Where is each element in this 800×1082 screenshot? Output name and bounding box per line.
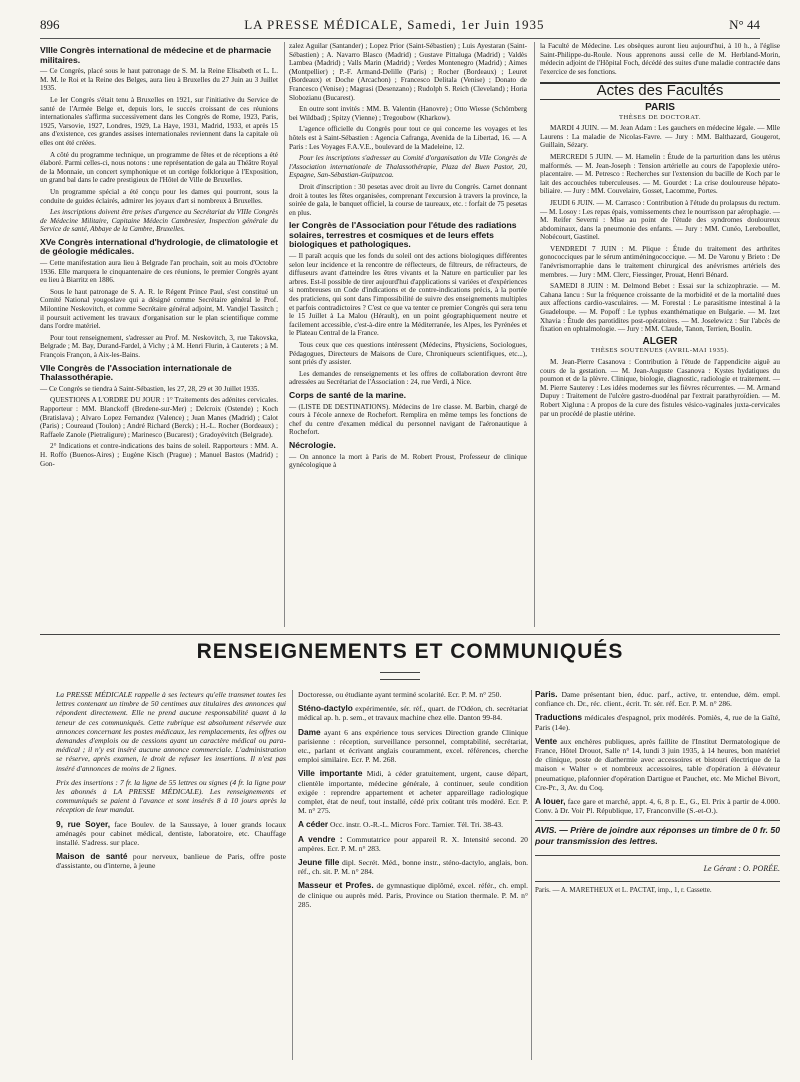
classified-ad xyxy=(535,737,780,792)
ad-lead: A céder xyxy=(298,819,329,830)
paragraph: Les inscriptions doivent être prises d'urgence au Secrétariat du VIIIe Congrès de Médecine Militaire, Capitaine Médecin Cambresier, Inspection générale du Service de santé, Abbaye de la Cambre, Bruxelles. xyxy=(40,208,278,234)
paragraph: — Cette manifestation aura lieu à Belgrade l'an prochain, soit au mois d'Octobre 1936. Elle marquera le cinquantenaire de ces réunions, le premier Congrès ayant eu lieu à Biarritz en 1886. xyxy=(40,259,278,285)
paragraph: — Ce Congrès se tiendra à Saint-Sébastien, les 27, 28, 29 et 30 Juillet 1935. xyxy=(40,384,260,393)
classified-ad xyxy=(535,690,780,708)
paragraph: Sous le haut patronage de S. A. R. le Régent Prince Paul, s'est constitué un Comité National yougoslave qui a désigné comme Secrétaire général le Prof. Milontine Neskovitch, et comme Secrétaire général adjoint, M. Vandjel Tassitch ; il poursuit activement les travaux d'organisation sur le plan scientifique comme dans l'ordre matériel. xyxy=(40,287,278,331)
thesis-entry: MERCREDI 5 JUIN. — M. Hamelin : Étude de la parturition dans les utérus malformés. — M. Jean-Joseph : Tension artérielle au cours de l'apoplexie utéro-placentaire. — M. Petresco : Recherches sur l'extension du bacille de Koch par le lait des accouchées tuberculeuses. — M. Gourdet : La crise douloureuse hépato-biliaire. — Jury : MM. Couvelaire, Gosset, Lacomme, Portes. xyxy=(540,152,780,196)
column-2 xyxy=(289,42,527,473)
ad-text: expérimentée, sér. réf., quart. de l'Odéon, ch. secrétariat médical ap. h. p. sem., et travaux machine chez elle. Danton 99-84. xyxy=(298,704,528,723)
ad-lead: Dame xyxy=(298,726,321,737)
paragraph: — (LISTE DE DESTINATIONS). Médecins de 1re classe. M. Barbin, chargé de cours à l'école annexe de Rochefort. Remplira en même temps les fonctions de chef du centre d'examen médical du personnel navigant de l'aéronautique à Rochefort. xyxy=(289,402,527,437)
congress-military-title: VIIIe Congrès international de médecine et de pharmacie militaires. xyxy=(40,45,272,65)
journal-title: LA PRESSE MÉDICALE, Samedi, 1er Juin 1935 xyxy=(244,17,545,32)
ad-lead: Ville importante xyxy=(298,768,363,779)
issue-number: N° 44 xyxy=(729,17,760,32)
ad-text: Midi, à céder gratuitement, urgent, cause départ, clientèle importante, médecine générale, à continuer, seule condition exigée : reprendre appartement et acheter appareillage radiologique complet, état de neuf, tout installé, cédé prix coûtant très modéré. Ecr. P. M. n° 275. xyxy=(298,769,529,816)
classified-ad xyxy=(298,728,528,765)
classified-ad xyxy=(535,797,780,815)
prices-paragraph: Prix des insertions : 7 fr. la ligne de 55 lettres ou signes (4 fr. la ligne pour les abonnés à LA PRESSE MÉDICALE). Les renseignements et communiqués se paient à l'avance et sont insérés 8 à 10 jours après la réception de leur mandat. xyxy=(56,777,286,815)
thesis-entry: MARDI 4 JUIN. — M. Jean Adam : Les gauchers en médecine légale. — Mlle Laurens : La maladie de Nicolas-Favre. — Jury : MM. Balthazard, Gougerot, Guillain, Sézary. xyxy=(540,124,780,150)
ad-lead: Vente xyxy=(535,735,558,746)
paragraph: Un programme spécial a été conçu pour les dames qui pourront, sous la conduite de guides éclairés, admirer les joyaux d'art si nombreux à Bruxelles. xyxy=(40,187,278,205)
thesis-entry: VENDREDI 7 JUIN : M. Plique : Étude du traitement des arthrites gonococciques par le sérum antiméningococcique. — M. De Varonu y Brieto : De l'anévrismorraphie dans le traitement chirurgical des anévrismes artériels des membres. — Jury : MM. Clerc, Fiessinger, Prouat, Henri Bénard. xyxy=(540,244,780,279)
ad-text: de gymnastique diplômé, excel. référ., ch. empl. de clinique ou auprès méd. Paris, Province ou Station thermale. P. M. n° 285. xyxy=(298,881,529,909)
column-rule xyxy=(531,690,532,1060)
ad-lead: 9, rue Soyer, xyxy=(56,818,111,829)
paragraph: 2° Indications et contre-indications des bains de soleil. Rapporteurs : MM. A. H. Roffo (Buenos-Aires) ; Eugène Kisch (Prague) ; Manuel Bastos (Madrid) ; Gon- xyxy=(40,442,278,468)
ad-text: Occ. instr. O.-R.-L. Micros Forc. Tarnier. Tél. Tri. 38-43. xyxy=(330,820,504,830)
ad-text: Dame présentant bien, éduc. parf., active, tr. entendue, dém. empl. confiance ch. Dr., réc. client., écrit. Tr. sér. réf. Ecr. P. M. n° 286. xyxy=(535,690,781,709)
necrology-title: Nécrologie. xyxy=(289,439,336,450)
news-section xyxy=(40,42,780,632)
alger-subheading: THÈSES SOUTENUES (AVRIL-MAI 1935). xyxy=(590,347,730,355)
ornament-divider xyxy=(380,672,420,680)
paragraph: Droit d'inscription : 30 pesetas avec droit au livre du Congrès. Carnet donnant droit à toutes les fêtes organisées, comprenant l'excursion à travers la province, la soirée de gala, le banquet officiel, la course de taureaux, etc. : forfait de 75 pesetas en plus. xyxy=(289,182,527,217)
classified-ad xyxy=(298,769,528,815)
classified-ad xyxy=(298,820,528,829)
classified-ad xyxy=(56,820,286,848)
column-1 xyxy=(40,42,278,471)
ad-lead: Paris. xyxy=(535,689,558,699)
paragraph: Le Ier Congrès s'était tenu à Bruxelles en 1921, sur l'initiative du Service de santé de l'Armée Belge et, depuis lors, le succès croissant de ces réunions internationales s'affirma successivement dans les Congrès de Rome, 1923, Paris, 1925, Varsovie, 1927, Londres, 1929, La Haye, 1931, Madrid, 1933, et après 15 ans d'existence, ces grandes assises internationales reviennent dans la capitale où elles ont été créées. xyxy=(40,95,278,147)
classified-ad xyxy=(535,713,780,731)
ad-text: pour nerveux, banlieue de Paris, offre poste d'assistante, ou d'interne, à jeune xyxy=(56,852,286,871)
ad-text: Doctoresse, ou étudiante ayant terminé scolarité. Ecr. P. M. n° 250. xyxy=(298,690,502,699)
paragraph: Pour les inscriptions s'adresser au Comité d'organisation du VIIe Congrès de l'Association internationale de Thalassothérapie, Plaza del Buen Pastor, 20, Espagne, San-Sébastian-Guipuzcoa. xyxy=(289,154,527,180)
paris-heading: PARIS xyxy=(645,101,675,113)
column-rule xyxy=(292,690,293,1060)
paragraph: En outre sont invités : MM. B. Valentin (Hanovre) ; Otto Wiesse (Schömberg bei Wildbad) ; Spitzy (Vienne) ; Tregoubow (Kharkow). xyxy=(289,105,527,122)
paragraph: QUESTIONS A L'ORDRE DU JOUR : 1° Traitements des adénites cervicales. Rapporteur : MM. Blanckoff (Bredene-sur-Mer) ; Delcroix (Ostende) ; Koch (Bratislava) ; Alvaro Lopez Fernandez (Valence) ; Juan Manes (Madrid) ; Calot (Paris) ; Coureaud (Toulon) ; André Richard (Berck) ; H.-L. Rocher (Bordeaux) ; Raffaele Zanole (Pietraligure) ; Marinesco (Bucarest) ; Gradoyévitch (Belgrade). xyxy=(40,396,278,439)
paragraph: — Ce Congrès, placé sous le haut patronage de S. M. la Reine Elisabeth et L. L. M. M. le Roi et la Reine des Belges, aura lieu à Bruxelles du 27 Juin au 3 Juillet 1935. xyxy=(40,67,278,93)
paragraph: Pour tout renseignement, s'adresser au Prof. M. Neskovitch, 3, rue Takovska, Belgrade ; M. Bay, Durand-Fardel, à Vichy ; à M. Henri Flurin, à Cauterets ; à M. François Françon, à Aix-les-Bains. xyxy=(40,333,278,359)
thesis-entry: M. Jean-Pierre Casanova : Contribution à l'étude de l'appendicite aiguë au cours de la gestation. — M. Jean-Auguste Casanova : Kystes hydatiques du poumon et de la plèvre. Clinique, biologie, diagnostic, radiologie et traitement. — M. Pierre Sauterey : Les idées modernes sur les fièvres récurrentes. — M. Armand Dupuy : Traitement de l'ulcère gastro-duodénal par l'extrait parathyroïdien. — M. Robert Xigluna : A propos de la cure des fistules vésico-vaginales juxta-cervicales par un procédé de plastie utérine. xyxy=(540,358,780,418)
ad-text: Commutatrice pour appareil R. X. Intensité second. 20 ampères. Ecr. P. M. n° 283. xyxy=(298,834,528,853)
ad-lead: Traductions xyxy=(535,712,583,723)
thesis-entry: SAMEDI 8 JUIN : M. Delmond Bebet : Essai sur la schizophrazie. — M. Cahana Iancu : Sur la fréquence croissante de la morbidité et de la mortalité dues aux affections cardio-vasculaires. — M. Forestal : Le parasitisme intestinal à la Guadeloupe. — M. Popoff : Le typhus exanthématique en Bulgarie. — M. Izet Xhavia : Étude des parotidites post-opératoires. — M. Joselewicz : Sur l'abcès de fixation en ophtalmologie. — Jury : MM. Claude, Tanon, Terrien, Boulin. xyxy=(540,282,780,334)
paragraph: zalez Aguilar (Santander) ; Lopez Prior (Saint-Sébastien) ; Luis Ayestaran (Saint-Sébastien) ; A. Navarro Blasco (Madrid) ; Gustave Pittaluga (Madrid) ; Valdès Lambea (Madrid) ; Valls Marin (Madrid) ; Verdes Montenegro (Madrid) ; Aimes (Montpellier) ; P.-F. Armand-Delille (Paris) ; Rocher (Bordeaux) ; Leuret (Bordeaux) et Doche (Arcachon) ; Francesco Delitala (Venise) ; Donato de Francesco (Venise) ; Magrasi (Desenzano) ; Rudolph S. Reich (Cleveland) ; Horia Slobozianu (Bucarest). xyxy=(289,42,527,102)
faculty-acts-heading: Actes des Facultés xyxy=(540,82,780,100)
alger-heading: ALGER xyxy=(642,335,678,347)
ad-lead: Masseur et Profes. xyxy=(298,880,374,891)
paragraph: Les demandes de renseignements et les offres de collaboration devront être adressées au Secrétariat de l'Association : 24, rue Verdi, à Nice. xyxy=(289,369,527,387)
classifieds-column-2 xyxy=(298,690,528,914)
ad-text: ayant 6 ans expérience tous services Direction grande Clinique parisienne : réception, surveillance personnel, comptabilité, secrétariat, etc., parlant et écrivant anglais couramment, excel. références, cherche emploi similaire. Ecr. P. M. 268. xyxy=(298,727,528,765)
avis-notice: AVIS. — Prière de joindre aux réponses un timbre de 0 fr. 50 pour transmission des lettres. xyxy=(535,820,780,846)
ad-lead: Sténo-dactylo xyxy=(298,703,353,714)
ad-text: dipl. Secrét. Méd., bonne instr., sténo-dactylo, anglais, bon. réf., ch. sit. P. M. n° 284. xyxy=(298,858,529,877)
ad-lead: Maison de santé xyxy=(56,851,128,862)
paragraph: A côté du programme technique, un programme de fêtes et de réceptions a été élaboré. Parmi celles-ci, nous notons : une représentation de gala au Théâtre Royal de la Monnaie, un concert symphonique et un cortège folklorique à l'Exposition, un grand bal dans le cadre prestigieux de l'Hôtel de Ville de Bruxelles. xyxy=(40,150,278,185)
section-rule xyxy=(40,634,780,635)
paragraph: — Il paraît acquis que les fonds du soleil ont des actions biologiques différentes selon leur incidence et la rencontre de réflecteurs, de filtreurs, de réfracteurs, de diffuseurs avant d'atteindre les êtres vivants et la Nature en particulier par les arbres. Est-il possible de tirer aujourd'hui d'applications si variées et d'expériences si nombreuses un Code d'indications et de contre-indications précis, à la portée des praticiens, qui sont dans l'impossibilité de suivre des enseignements multiples et parfois contradictoires ? C'est ce que va tenter ce premier Congrès qui sera tenu le 15 Juillet à La Malou (Hérault), en un point géographiquement neutre et facilement accessible, c'est-à-dire entre la Méditerranée, les Alpes, les Pyrénées et le Plateau Central de la France. xyxy=(289,252,527,338)
classified-ad xyxy=(56,852,286,870)
ad-text: face gare et marché, appt. 4, 6, 8 p. E., G., El. Prix à partir de 4.000. Conv. à Dr. Voir Pl. République, 17, Franconville (S.-et-O.). xyxy=(535,797,780,816)
classified-ad xyxy=(298,835,528,853)
ad-text: médicales d'espagnol, prix modérés. Pomiès, 4, rue de la Gaîté, Paris (14e). xyxy=(535,713,780,732)
ad-lead: Jeune fille xyxy=(298,857,340,868)
column-3 xyxy=(540,42,780,421)
ad-text: aux enchères publiques, après faillite de l'Institut Dermatologique de France, Hôtel Drouot, Salle n° 14, lundi 3 juin 1935, à 14 heures, bon matériel de clinique, poste de diathermie avec accessoires et bistouri électrique de la maison « Walter » et nombreux accessoires, table d'opération à élévateur pneumatique, plafonnier d'opération Dartigue et Pauchet, etc. Me Michel Bivort, Cre-Pr., 3, Av. du Coq. xyxy=(535,736,780,792)
classifieds-column-1 xyxy=(56,690,286,876)
communiques-heading: RENSEIGNEMENTS ET COMMUNIQUÉS xyxy=(196,640,624,663)
page-number: 896 xyxy=(40,17,60,32)
paragraph: L'agence officielle du Congrès pour tout ce qui concerne les voyages et les hôtels est à Saint-Sébastien : Agencia Cafranga, Avenida de la Libertad, 16. — A Paris : Les Voyages F.A.V.E., boulevard de la Madeleine, 12. xyxy=(289,125,527,151)
navy-health-title: Corps de santé de la marine. xyxy=(289,389,407,400)
thesis-entry: JEUDI 6 JUIN. — M. Carrasco : Contribution à l'étude du prolapsus du rectum. — M. Losoy : Les repas épais, vomissements chez le nourrisson par aérophagie. — M. Reifer Severni : Mise au point de l'étude des syndromes douloureux abdominaux, dans la pneumonie des enfants. — Jury : MM. Cunéo, Lereboullet, Nobécourt, Gastinel. xyxy=(540,198,780,242)
classified-ad xyxy=(298,704,528,722)
printer-credit: Paris. — A. MARETHEUX et L. PACTAT, imp., 1, r. Cassette. xyxy=(535,881,780,895)
gerant-signature: Le Gérant : O. PORÉE. xyxy=(535,855,780,873)
page-header xyxy=(40,12,760,39)
classifieds-section xyxy=(40,690,780,1070)
congress-hydrology-title: XVe Congrès international d'hydrologie, de climatologie et de géologie médicales. xyxy=(40,236,278,257)
classified-ad xyxy=(298,858,528,876)
ad-lead: A vendre : xyxy=(298,833,343,844)
paragraph: — On annonce la mort à Paris de M. Robert Proust, Professeur de clinique gynécologique à xyxy=(289,452,527,470)
congress-radiations-title: Ier Congrès de l'Association pour l'étude des radiations solaires, terrestres et cosmiques et de leurs effets biologiques et pathologiques. xyxy=(289,220,517,250)
classifieds-column-3 xyxy=(535,690,780,895)
column-rule xyxy=(284,42,285,627)
ad-text: face Boulev. de la Saussaye, à louer grands locaux aménagés pour cabinet médical, dentiste, laboratoire, etc. Chauffage installé. S'adress. sur place. xyxy=(56,819,286,848)
notice-paragraph: La PRESSE MÉDICALE rappelle à ses lecteurs qu'elle transmet toutes les lettres contenant un timbre de 50 centimes aux titulaires des annonces qui répondent directement. Elle ne prend aucune responsabilité quant à la teneur de ces communiqués. Cette rubrique est absolument réservée aux annonces concernant les postes médicaux, les remplacements, les offres ou demandes d'emplois ou de cessions ayant un caractère médical ou para-médical ; il n'y est inséré aucune annonce commerciale. L'administration se réserve, après examen, le droit de refuser les insertions. Il n'est pas inséré d'annonces de moins de 2 lignes. xyxy=(56,690,286,773)
classified-ad xyxy=(298,881,528,909)
column-rule xyxy=(534,42,535,627)
congress-thalasso-title: VIIe Congrès de l'Association internationale de Thalassothérapie. xyxy=(40,362,232,383)
paragraph: Tous ceux que ces questions intéressent (Médecins, Physiciens, Sociologues, Pédagogues, Directeurs de Maisons de Cure, Chroniqueurs scientifiques, etc...), sont priés d'y assister. xyxy=(289,341,527,367)
paragraph: la Faculté de Médecine. Les obsèques auront lieu aujourd'hui, à 10 h., à l'église Saint-Philippe-du-Roule. Nous apprenons aussi celle de M. Herbland-Morin, médecin adjoint de l'Hôpital Foch, décédé des suites d'une maladie contractée dans l'exercice de ses fonctions. xyxy=(540,42,780,76)
ad-lead: A louer, xyxy=(535,796,566,807)
paris-subheading: THÈSES DE DOCTORAT. xyxy=(619,113,701,121)
